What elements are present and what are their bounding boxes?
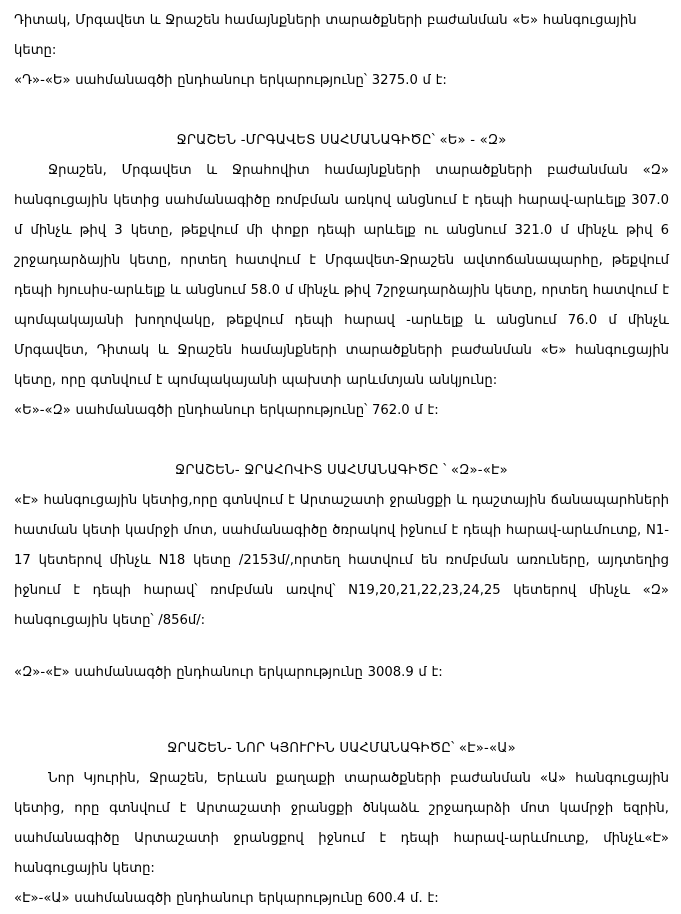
section-2-paragraph-1: «Է» հանգուցային կետից,որը գտնվում է Արտաշատի ջրանցքի և դաշտային ճանապարհների հատման կետի կամրջի մոտ, սահմանագիծը ծռրակով իջնում է դեպի հարավ-արևմուտք, N1-17 կետերով մինչև N18 կետը /2153մ/,որտեղ հատվում են ռոմբման առուները, այդտեղից իջնում է դեպի հարավ՝ ռոմբման առվով՝ N19,20,21,22,23,24,25 կետերով մինչև «Զ» հանգուցային կետը՝ /856մ/: <box>14 493 669 628</box>
section-3-paragraph-2: «Է»-«Ա» սահմանագծի ընդհանուր երկարությունը 600.4 մ․ է: <box>14 891 439 906</box>
section-3-paragraph-1: Նոր Կյուրին, Ջրաշեն, Երևան քաղաքի տարածքների բաժանման «Ա» հանգուցային կետից, որը գտնվում է Արտաշատի ջրանցքի ծնկաձև շրջադարձի մոտ կամրջի եզրին, սահմանագիծը Արտաշատի ջրանցքով իջնում է դեպի հարավ-արևմուտք, մինչև«Է» հանգուցային կետը: <box>14 771 669 876</box>
section-3-heading: ՋՐԱՇԵՆ- ՆՈՐ ԿՅՈՒՐԻՆ ՍԱՀՄԱՆԱԳԻԾԸ՝ «Է»-«Ա» <box>167 741 516 756</box>
intro-paragraph-1: Դիտակ, Մրգավետ և Ջրաշեն համայնքների տարածքների բաժանման «Ե» հանգուցային կետը: <box>14 13 637 58</box>
section-2-heading: ՋՐԱՇԵՆ- ՋՐԱՀՈՎԻՏ ՍԱՀՄԱՆԱԳԻԾԸ ՝ «Զ»-«Է» <box>175 463 508 478</box>
intro-paragraph-2: «Դ»-«Ե» սահմանագծի ընդհանուր երկարությունը՝ 3275.0 մ է: <box>14 73 447 88</box>
section-1-paragraph-1: Ջրաշեն, Մրգավետ և Ջրահովիտ համայնքների տարածքների բաժանման «Զ» հանգուցային կետից սահմանագիծը ռոմբման առկով անցնում է դեպի հարավ-արևելք 307.0 մ մինչև թիվ 3 կետը, թեքվում մի փոքր դեպի արևելք ու անցնում 321.0 մ մինչև թիվ 6 շրջադարձային կետը, որտեղ հատվում է Մրգավետ-Ջրաշեն ավտոճանապարհը, թեքվում դեպի հյուսիս-արևելք և անցնում 58.0 մ մինչև թիվ 7շրջադարձային կետը, որտեղ հատվում է պոմպակայանի խողովակը, թեքվում դեպի հարավ -արևելք և անցնում 76.0 մ մինչև Մրգավետ, Դիտակ և Ջրաշեն համայնքների տարածքների բաժանման «Ե» հանգուցային կետը, որը գտնվում է պոմպակայանի պախտի արևմտյան անկյունը: <box>14 163 669 388</box>
section-1-paragraph-2: «Ե»-«Զ» սահմանագծի ընդհանուր երկարությունը՝ 762.0 մ է: <box>14 403 439 418</box>
section-1-heading: ՋՐԱՇԵՆ -ՄՐԳԱՎԵՏ ՍԱՀՄԱՆԱԳԻԾԸ՝ «Ե» - «Զ» <box>176 133 507 148</box>
spacer <box>14 96 669 126</box>
spacer <box>14 688 669 734</box>
section-2-paragraph-2: «Զ»-«Է» սահմանագծի ընդհանուր երկարությունը 3008.9 մ է: <box>14 665 443 680</box>
spacer <box>14 426 669 456</box>
spacer <box>14 636 669 658</box>
